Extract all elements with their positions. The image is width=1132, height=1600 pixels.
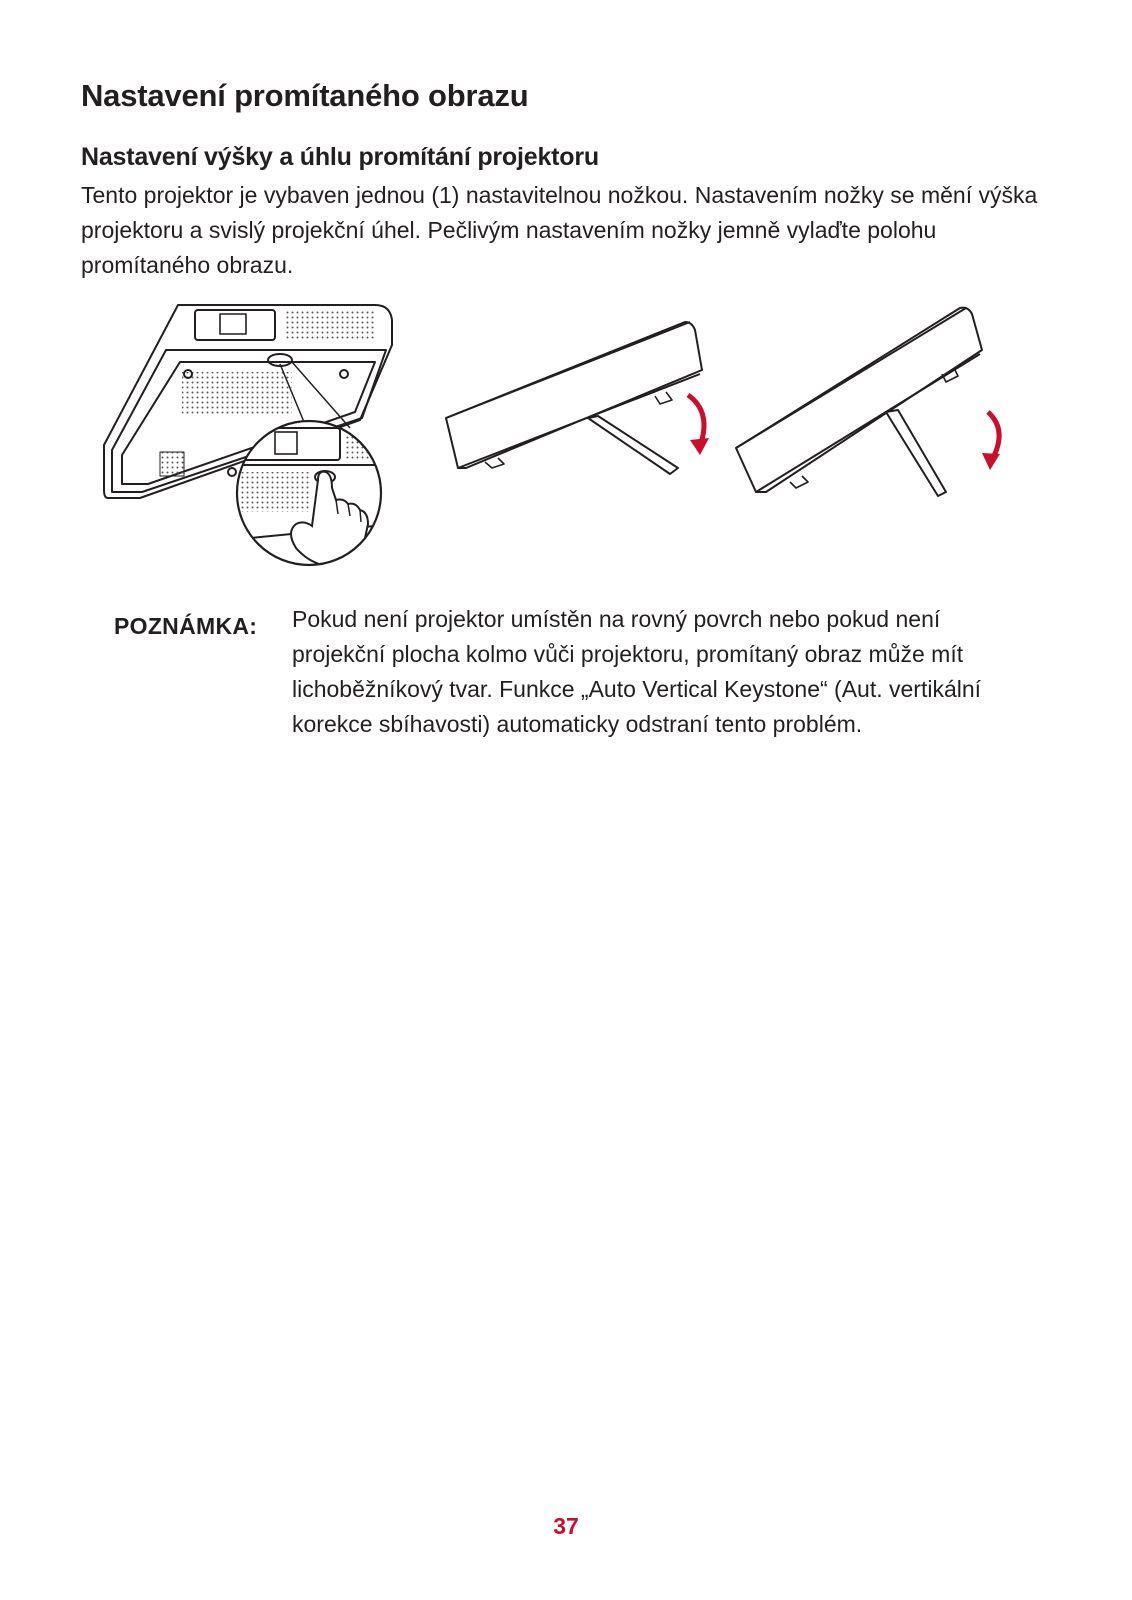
down-arrow-icon — [988, 412, 999, 460]
page-number: 37 — [553, 1513, 579, 1539]
projector-side-view-2 — [736, 308, 982, 496]
intro-paragraph: Tento projektor je vybaven jednou (1) nastavitelnou nožkou. Nastavením nožky se mění výška projektoru a svislý projekční úhel. Pečlivým nastavením nožky jemně vylaďte polohu promítaného obrazu. — [81, 182, 1038, 278]
down-arrow-icon — [688, 395, 704, 446]
projector-foot-illustration — [100, 300, 1030, 572]
projector-side-view-1 — [446, 322, 702, 474]
section-heading: Nastavení výšky a úhlu promítání projektoru — [81, 143, 599, 171]
note-label: POZNÁMKA: — [114, 613, 258, 639]
note-text: Pokud není projektor umístěn na rovný povrch nebo pokud není projekční plocha kolmo vůči projektoru, promítaný obraz může mít lichoběžníkový tvar. Funkce „Auto Vertical Keystone“ (Aut. vertikální korekce sbíhavosti) automaticky odstraní tento problém. — [292, 606, 982, 737]
page-title: Nastavení promítaného obrazu — [81, 78, 529, 113]
